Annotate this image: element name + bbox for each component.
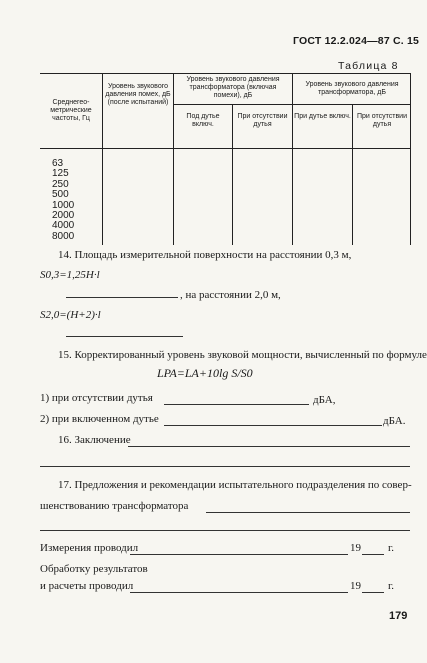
processed-by-label-2: и расчеты проводил: [40, 580, 134, 592]
formula-s20: S2,0=(H+2)·l: [40, 309, 101, 321]
blank-line: [66, 297, 178, 298]
column-group-transformer: Уровень звукового давления трансформатора, дБ: [305, 81, 399, 96]
item-2-unit: дБА.: [383, 415, 406, 427]
document-header: ГОСТ 12.2.024—87 С. 15: [293, 35, 420, 47]
blank-line: [130, 592, 348, 593]
frequency-list: [52, 159, 74, 242]
frequency-value: 125: [52, 168, 69, 180]
blank-line: [66, 336, 183, 337]
item-1-unit: дБА,: [313, 394, 336, 406]
section-15-text: 15. Корректированный уровень звуковой мощности, вычисленный по формуле: [58, 349, 427, 361]
blank-line: [164, 425, 382, 426]
item-2-label: 2) при включенном дутье: [40, 413, 159, 425]
blank-line: [362, 592, 384, 593]
measured-by-label: Измерения проводил: [40, 542, 139, 554]
distance-text: , на расстоянии 2,0 м,: [180, 289, 281, 301]
year-prefix-2: 19: [350, 580, 361, 592]
page-number: 179: [389, 610, 408, 622]
subheader-blowing-on: Под дутье включ.: [186, 113, 220, 128]
frequency-value: 8000: [52, 230, 75, 242]
section-16-text: 16. Заключение: [58, 434, 131, 446]
year-suffix-2: г.: [388, 580, 395, 592]
section-17-line-1: 17. Предложения и рекомендации испытательного подразделения по совер-: [58, 479, 412, 491]
frequency-value: 63: [52, 158, 64, 169]
column-group-with-noise: Уровень звукового давления трансформатора (включая помехи), дБ: [186, 76, 280, 99]
blank-line: [130, 554, 348, 555]
formula-s03: S0,3=1,25H·l: [40, 269, 100, 281]
frequency-value: 2000: [52, 210, 75, 222]
frequency-value: 1000: [52, 199, 75, 211]
frequency-value: 4000: [52, 220, 75, 232]
subheader-blowing-off-b: При отсутствии дутья: [356, 113, 408, 128]
section-14-text: 14. Площадь измерительной поверхности на расстоянии 0,3 м,: [58, 249, 352, 261]
table-label: Таблица 8: [338, 60, 399, 72]
processed-by-label-1: Обработку результатов: [40, 563, 148, 575]
blank-line: [206, 512, 410, 513]
blank-line: [40, 466, 410, 467]
subheader-blowing-off: При отсутствии дутья: [237, 113, 288, 128]
year-prefix-1: 19: [350, 542, 361, 554]
frequency-value: 250: [52, 178, 69, 190]
year-suffix-1: г.: [388, 542, 395, 554]
column-header-frequency: Среднегео-метрические частоты, Гц: [50, 99, 92, 122]
section-17-line-2: шенствованию трансформатора: [40, 500, 189, 512]
column-header-noise-level: Уровень звукового давления помех, дБ (после испытаний): [105, 83, 171, 106]
blank-line: [164, 404, 309, 405]
item-1-label: 1) при отсутствии дутья: [40, 392, 153, 404]
frequency-value: 500: [52, 189, 69, 201]
blank-line: [362, 554, 384, 555]
table-8: [40, 73, 410, 245]
blank-line: [40, 530, 410, 531]
subheader-blowing-on-b: При дутье включ.: [294, 113, 351, 120]
formula-lpa: LPA=LA+10lg S/S0: [157, 366, 253, 380]
blank-line: [128, 446, 410, 447]
